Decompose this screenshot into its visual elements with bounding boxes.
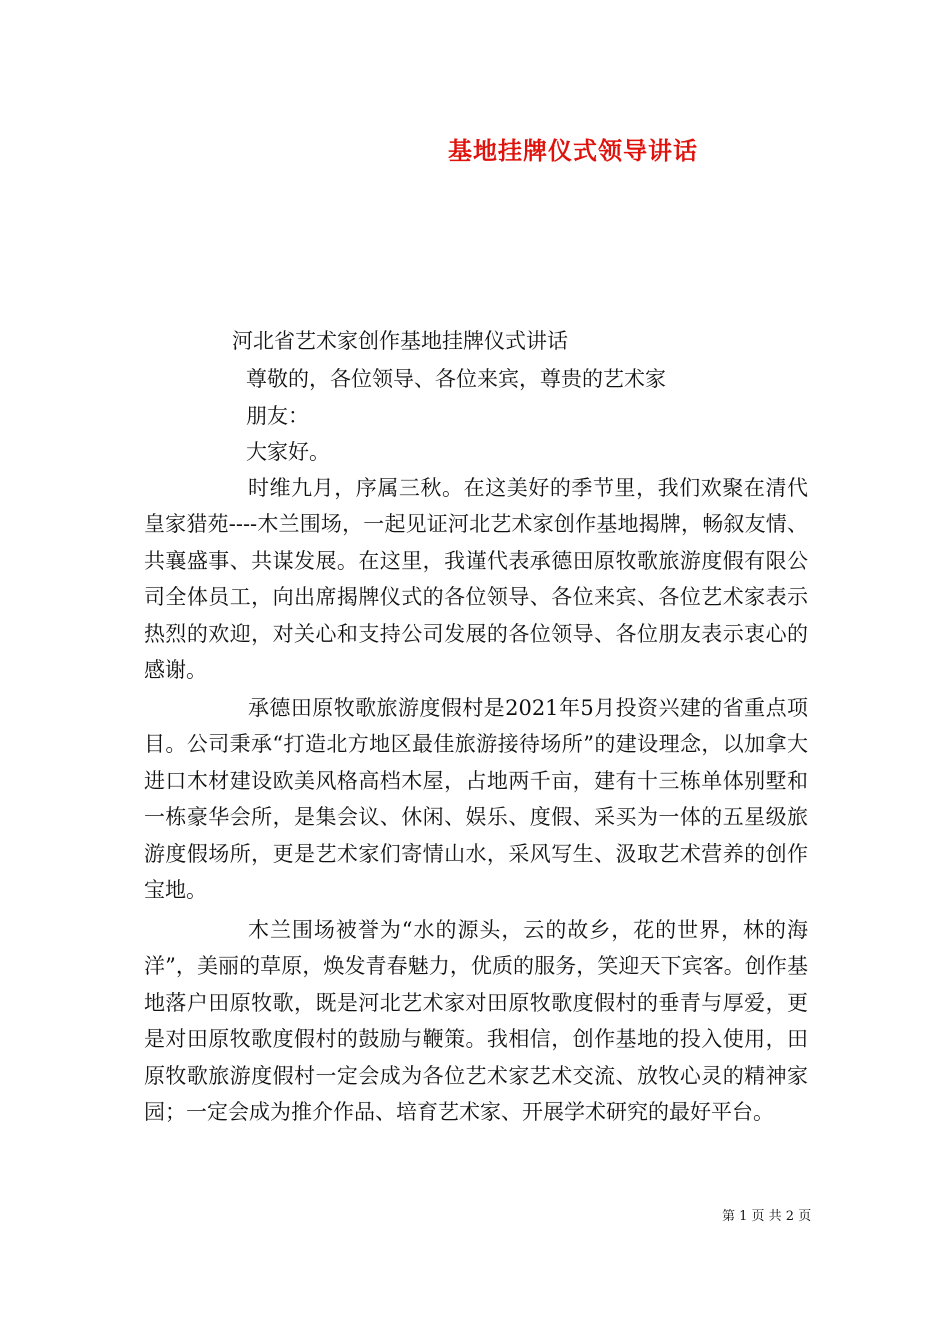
greeting: 大家好。 — [246, 440, 330, 464]
salutation-line-1: 尊敬的，各位领导、各位来宾，尊贵的艺术家 — [246, 367, 666, 391]
paragraph-3: 木兰围场被誉为“水的源头，云的故乡，花的世界，林的海洋”，美丽的草原，焕发青春魅力，优质的服务，笑迎天下宾客。创作基地落户田原牧歌，既是河北艺术家对田原牧歌度假村的垂青与厚爱，更是对田原牧歌度假村的鼓励与鞭策。我相信，创作基地的投入使用，田原牧歌旅游度假村一定会成为各位艺术家艺术交流、放牧心灵的精神家园；一定会成为推介作品、培育艺术家、开展学术研究的最好平台。 — [144, 918, 808, 1125]
salutation-line-2: 朋友： — [246, 404, 309, 428]
paragraph-1: 时维九月，序属三秋。在这美好的季节里，我们欢聚在清代皇家猎苑----木兰围场，一起见证河北艺术家创作基地揭牌，畅叙友情、共襄盛事、共谋发展。在这里，我谨代表承德田原牧歌旅游度假有限公司全体员工，向出席揭牌仪式的各位领导、各位来宾、各位艺术家表示热烈的欢迎，对关心和支持公司发展的各位领导、各位朋友表示衷心的感谢。 — [144, 476, 808, 683]
speech-subtitle: 河北省艺术家创作基地挂牌仪式讲话 — [232, 329, 568, 353]
page-number: 第 1 页 共 2 页 — [722, 1209, 812, 1224]
paragraph-2: 承德田原牧歌旅游度假村是2021年5月投资兴建的省重点项目。公司秉承“打造北方地区最佳旅游接待场所”的建设理念，以加拿大进口木材建设欧美风格高档木屋，占地两千亩，建有十三栋单体别墅和一栋豪华会所，是集会议、休闲、娱乐、度假、采买为一体的五星级旅游度假场所，更是艺术家们寄情山水，采风写生、汲取艺术营养的创作宝地。 — [144, 696, 808, 903]
document-title: 基地挂牌仪式领导讲话 — [448, 137, 698, 165]
